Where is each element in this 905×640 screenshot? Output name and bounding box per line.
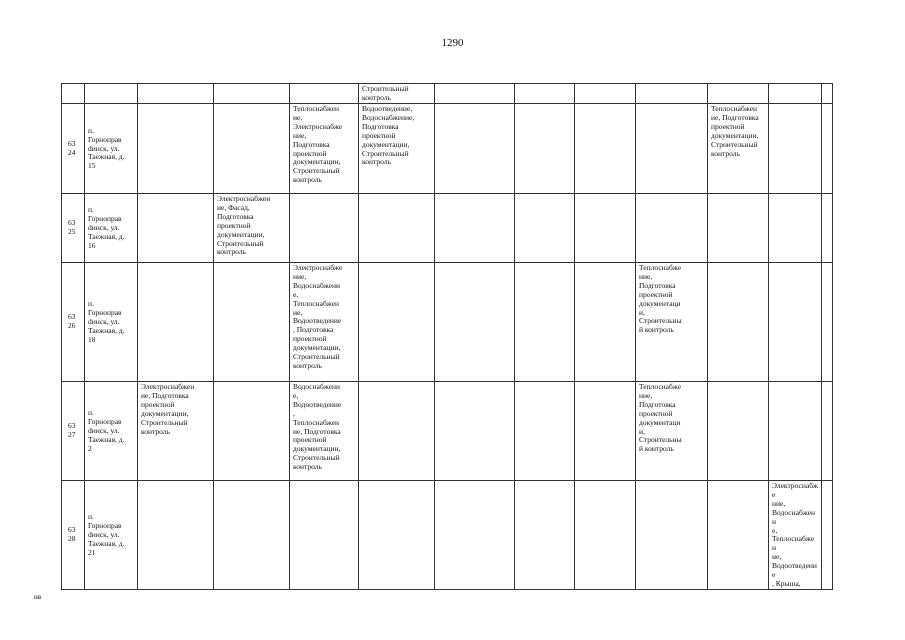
cell-text: Водоотведение, Водоснабжение, Подготовка проектной документации, Строительный контроль [362,104,415,167]
work-type-cell [708,382,769,481]
work-type-cell [515,84,575,104]
cell-text: Водоснабжени е, Водоотведение , Теплоснабжен ие, Подготовка проектной документации, Строительный контроль [293,382,342,472]
work-type-cell [214,481,290,590]
work-type-cell [515,104,575,194]
cell-text: 63 26 [68,312,76,330]
work-type-cell [515,481,575,590]
work-type-cell [290,382,359,481]
cell-text: п. Горноправ dинск, ул. Таежная, д. 21 [88,512,125,557]
cell-text: Электроснабже ние, Водоснабжени е, Теплоснабжен ие, Водоотведение , Крыша, [772,481,819,588]
row-number-cell [62,84,85,104]
cell-text: Электроснабже ние, Водоснабжени е, Теплоснабжен ие, Водоотведение , Подготовка проектной документации, Строительный контроль [293,263,343,370]
work-type-cell [708,194,769,263]
work-type-cell [138,481,214,590]
cell-text: 63 25 [68,218,76,236]
work-type-cell [435,84,515,104]
work-type-cell [515,263,575,382]
work-type-cell [138,84,214,104]
work-type-cell [138,194,214,263]
work-type-cell [290,84,359,104]
edge-cell [822,481,833,590]
work-type-cell [435,481,515,590]
work-type-cell [769,104,822,194]
table-row [62,263,833,382]
cell-text: Электроснабжен ие, Подготовка проектной документации, Строительный контроль [141,382,195,436]
work-type-cell [290,263,359,382]
work-type-cell [636,481,708,590]
row-number-cell [62,263,85,382]
work-type-cell [138,104,214,194]
work-type-cell [708,263,769,382]
work-type-cell [214,382,290,481]
work-type-cell [359,263,435,382]
address-cell [85,481,138,590]
work-type-cell [435,382,515,481]
cell-text: Электроснабжен ие, Фасад, Подготовка проектной документации, Строительный контроль [217,194,271,257]
repair-schedule-table [61,83,833,590]
work-type-cell [359,382,435,481]
address-cell [85,194,138,263]
work-type-cell [214,263,290,382]
work-type-cell [575,104,636,194]
cell-text: Теплоснабже ние, Подготовка проектной документаци и, Строительны й контроль [639,263,682,335]
work-type-cell [636,382,708,481]
work-type-cell [769,263,822,382]
edge-cell [822,382,833,481]
work-type-cell [575,382,636,481]
address-cell [85,84,138,104]
work-type-cell [435,104,515,194]
work-type-cell [138,263,214,382]
row-number-cell [62,382,85,481]
work-type-cell [575,84,636,104]
cell-text: Теплоснабжен ие, Подготовка проектной документации, Строительный контроль [711,104,759,158]
work-type-cell [435,194,515,263]
cell-text: Строительный контроль [362,84,409,102]
work-type-cell [214,84,290,104]
work-type-cell [359,194,435,263]
cell-text: 63 24 [68,138,76,157]
row-number-cell [62,104,85,194]
work-type-cell [636,194,708,263]
work-type-cell [769,84,822,104]
cell-text: п. Горноправ dинск, ул. Таежная, д. 2 [88,408,125,453]
address-cell [85,104,138,194]
work-type-cell [290,194,359,263]
table-row [62,382,833,481]
cell-text: п. Горноправ dинск, ул. Таежная, д. 15 [88,125,125,171]
work-type-cell [636,104,708,194]
work-type-cell [769,481,822,590]
work-type-cell [575,263,636,382]
work-type-cell [359,84,435,104]
cell-text: п. Горноправ dинск, ул. Таежная, д. 16 [88,205,125,250]
work-type-cell [575,481,636,590]
table-row [62,104,833,194]
work-type-cell [708,104,769,194]
row-number-cell [62,194,85,263]
work-type-cell [515,194,575,263]
work-type-cell [435,263,515,382]
work-type-cell [708,481,769,590]
cell-text: Теплоснабжен ие, Электроснабже ние, Подготовка проектной документации, Строительный контроль [293,104,343,185]
page-number: 1290 [441,37,464,49]
cell-text: 63 27 [68,421,76,439]
work-type-cell [214,194,290,263]
work-type-cell [138,382,214,481]
row-number-cell [62,481,85,590]
work-type-cell [708,84,769,104]
cell-text: 63 28 [68,525,76,543]
work-type-cell [636,84,708,104]
cell-text: п. Горноправ dинск, ул. Таежная, д. 18 [88,299,125,344]
edge-cell [822,194,833,263]
table-row [62,194,833,263]
edge-cell [822,84,833,104]
edge-cell [822,104,833,194]
table-row [62,84,833,104]
work-type-cell [359,104,435,194]
work-type-cell [575,194,636,263]
edge-cell [822,263,833,382]
table-row [62,481,833,590]
work-type-cell [359,481,435,590]
work-type-cell [290,481,359,590]
work-type-cell [515,382,575,481]
address-cell [85,382,138,481]
work-type-cell [769,382,822,481]
footer-mark: нв [34,593,42,601]
cell-text: Теплоснабже ние, Подготовка проектной документаци и, Строительны й контроль [639,382,682,454]
work-type-cell [214,104,290,194]
work-type-cell [636,263,708,382]
work-type-cell [769,194,822,263]
work-type-cell [290,104,359,194]
address-cell [85,263,138,382]
